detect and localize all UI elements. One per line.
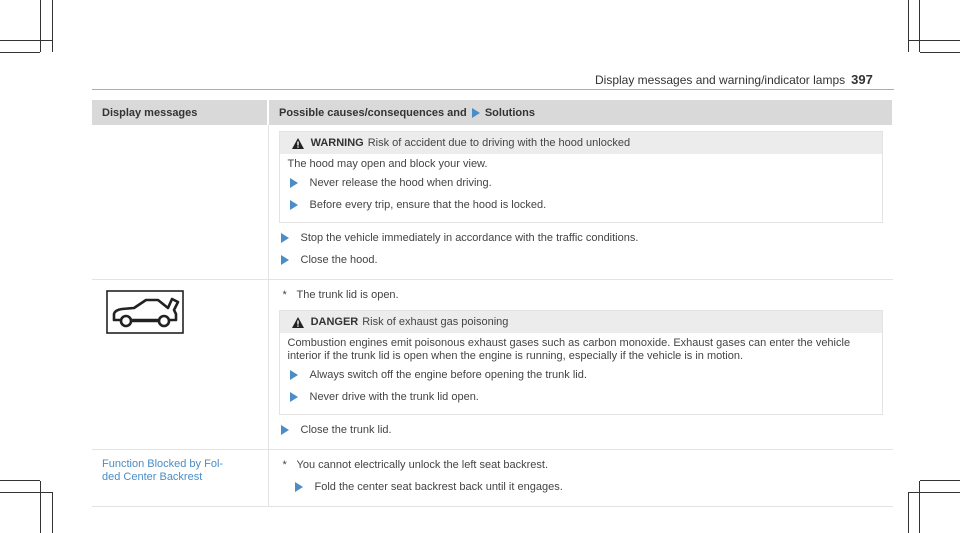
- arrow-icon: [290, 370, 298, 380]
- display-messages-table: [92, 100, 894, 507]
- list-item: [279, 423, 884, 437]
- crop-mark: [908, 0, 909, 52]
- crop-mark: [0, 480, 40, 481]
- crop-mark: [52, 0, 53, 52]
- crop-mark: [40, 0, 41, 52]
- arrow-icon: [290, 392, 298, 402]
- arrow-icon: [472, 108, 480, 118]
- warning-triangle-icon: [292, 317, 304, 328]
- cause-symbol: *: [282, 289, 287, 301]
- cause-symbol: *: [282, 459, 287, 471]
- list-item: [288, 368, 875, 382]
- step-text: Close the trunk lid.: [300, 424, 392, 436]
- page-number: 397: [851, 72, 873, 87]
- danger-title: Risk of exhaust gas poisoning: [362, 316, 509, 328]
- cause-item: [279, 288, 884, 302]
- step-text: Close the hood.: [300, 254, 378, 266]
- page-header: [595, 72, 873, 87]
- message-cell: [92, 280, 268, 450]
- column-header-display-messages: Display messages: [92, 100, 268, 125]
- danger-text: Combustion engines emit poisonous exhaust gases such as carbon monoxide. Exhaust gases can enter the vehicle interior if the trunk lid is open when the engine is running, especially if the vehicle is in motion.: [287, 337, 851, 362]
- arrow-icon: [295, 482, 303, 492]
- header-rule: [92, 89, 894, 90]
- crop-mark: [919, 481, 920, 533]
- table-row: [92, 280, 893, 450]
- warning-triangle-icon: [292, 138, 304, 149]
- danger-header: [280, 311, 883, 333]
- warning-header: [280, 132, 883, 154]
- warning-text: The hood may open and block your view.: [287, 158, 488, 170]
- table-row: [92, 450, 893, 507]
- list-item: [288, 198, 875, 212]
- crop-mark: [908, 492, 909, 533]
- list-item: [293, 480, 884, 494]
- column-header-causes: Possible causes/consequences and: [279, 106, 467, 119]
- crop-mark: [0, 492, 52, 493]
- arrow-icon: [281, 425, 289, 435]
- header-title: Display messages and warning/indicator lamps: [595, 73, 846, 87]
- crop-mark: [40, 481, 41, 533]
- crop-mark: [52, 492, 53, 533]
- crop-mark: [0, 52, 40, 53]
- crop-mark: [919, 0, 920, 52]
- crop-mark: [908, 492, 960, 493]
- arrow-icon: [290, 178, 298, 188]
- solution-cell: [268, 280, 893, 450]
- warning-label: WARNING: [310, 137, 364, 149]
- cause-text: You cannot electrically unlock the left seat backrest.: [296, 459, 549, 471]
- step-text: Fold the center seat backrest back until it engages.: [314, 481, 563, 493]
- table-row: [92, 125, 893, 280]
- column-header-solutions-label: Solutions: [484, 106, 535, 119]
- message-cell: [92, 450, 268, 507]
- step-text: Before every trip, ensure that the hood is locked.: [309, 199, 547, 211]
- cause-item: [279, 458, 884, 472]
- danger-box: [279, 310, 884, 415]
- warning-title: Risk of accident due to driving with the hood unlocked: [367, 137, 631, 149]
- step-text: Stop the vehicle immediately in accordance with the traffic conditions.: [300, 232, 639, 244]
- table-header-row: [92, 100, 893, 125]
- cause-text: The trunk lid is open.: [296, 289, 399, 301]
- step-text: Always switch off the engine before opening the trunk lid.: [309, 369, 587, 381]
- message-cell: [92, 125, 268, 280]
- step-text: Never release the hood when driving.: [309, 177, 492, 189]
- list-item: [279, 231, 884, 245]
- display-message-text: Function Blocked by Fol- ded Center Backrest: [102, 458, 224, 483]
- list-item: [279, 253, 884, 267]
- crop-mark: [920, 52, 960, 53]
- crop-mark: [0, 40, 52, 41]
- arrow-icon: [281, 255, 289, 265]
- solution-cell: [268, 125, 893, 280]
- list-item: [288, 390, 875, 404]
- solution-cell: [268, 450, 893, 507]
- danger-body: [280, 333, 883, 414]
- crop-mark: [908, 40, 960, 41]
- warning-box: [279, 131, 884, 223]
- arrow-icon: [281, 233, 289, 243]
- car-trunk-open-icon: [106, 290, 184, 334]
- list-item: [288, 176, 875, 190]
- column-header-solutions: [268, 100, 893, 125]
- step-text: Never drive with the trunk lid open.: [309, 391, 479, 403]
- arrow-icon: [290, 200, 298, 210]
- warning-body: [280, 154, 883, 222]
- crop-mark: [920, 480, 960, 481]
- danger-label: DANGER: [310, 316, 359, 328]
